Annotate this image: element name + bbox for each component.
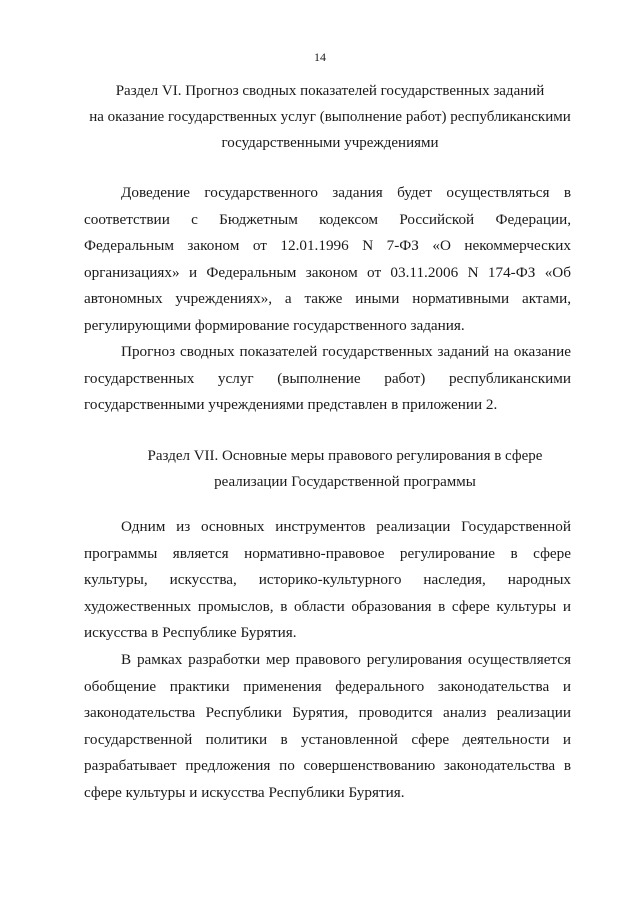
page-number: 14	[314, 50, 326, 64]
section-7-paragraph-2	[84, 647, 571, 807]
paragraph-line: Одним из основных инструментов реализации Государственной	[121, 518, 571, 535]
paragraph-line: соответствии с Бюджетным кодексом Российской Федерации,	[84, 210, 571, 228]
paragraph-line: законодательства Республики Бурятия, проводится анализ реализации	[84, 704, 571, 722]
section-6-heading	[70, 78, 590, 156]
paragraph-line: Прогноз сводных показателей государственных заданий на оказание	[121, 343, 571, 360]
section-7-paragraph-1	[84, 514, 571, 647]
paragraph-line: государственных услуг (выполнение работ) республиканскими	[84, 369, 571, 387]
paragraph-line: сфере культуры и искусства Республики Бурятия.	[84, 783, 405, 801]
section-6-paragraph-2	[84, 339, 571, 419]
heading-line: на оказание государственных услуг (выполнение работ) республиканскими	[89, 109, 571, 125]
paragraph-line: государственными учреждениями представлен в приложении 2.	[84, 396, 498, 414]
paragraph-line: В рамках разработки мер правового регулирования осуществляется	[121, 651, 571, 668]
paragraph-line: искусства в Республике Бурятия.	[84, 624, 297, 642]
section-7-heading	[110, 443, 580, 495]
paragraph-line: программы является нормативно-правовое регулирование в сфере	[84, 544, 571, 562]
paragraph-line: автономных учреждениях», а также иными нормативными актами,	[84, 290, 571, 308]
paragraph-line: культуры, искусства, историко-культурного наследия, народных	[84, 571, 571, 589]
heading-line: государственными учреждениями	[221, 135, 439, 151]
paragraph-line: Федеральным законом от 12.01.1996 N 7-ФЗ «О некоммерческих	[84, 237, 571, 255]
heading-line: Раздел VI. Прогноз сводных показателей государственных заданий	[115, 83, 545, 99]
paragraph-line: разрабатывает предложения по совершенствованию законодательства в	[84, 757, 571, 775]
paragraph-line: художественных промыслов, в области образования в сфере культуры и	[84, 597, 571, 615]
paragraph-line: регулирующими формирование государственного задания.	[84, 316, 465, 334]
heading-line: Раздел VII. Основные меры правового регулирования в сфере	[147, 448, 543, 464]
paragraph-line: организациях» и Федеральным законом от 03.11.2006 N 174-ФЗ «Об	[84, 263, 571, 281]
paragraph-line: Доведение государственного задания будет осуществляться в	[121, 184, 571, 201]
section-6-paragraph-1	[84, 180, 571, 340]
paragraph-line: обобщение практики применения федерального законодательства и	[84, 677, 571, 695]
heading-line: реализации Государственной программы	[214, 474, 476, 490]
paragraph-line: государственной политики в установленной сфере деятельности и	[84, 730, 571, 748]
